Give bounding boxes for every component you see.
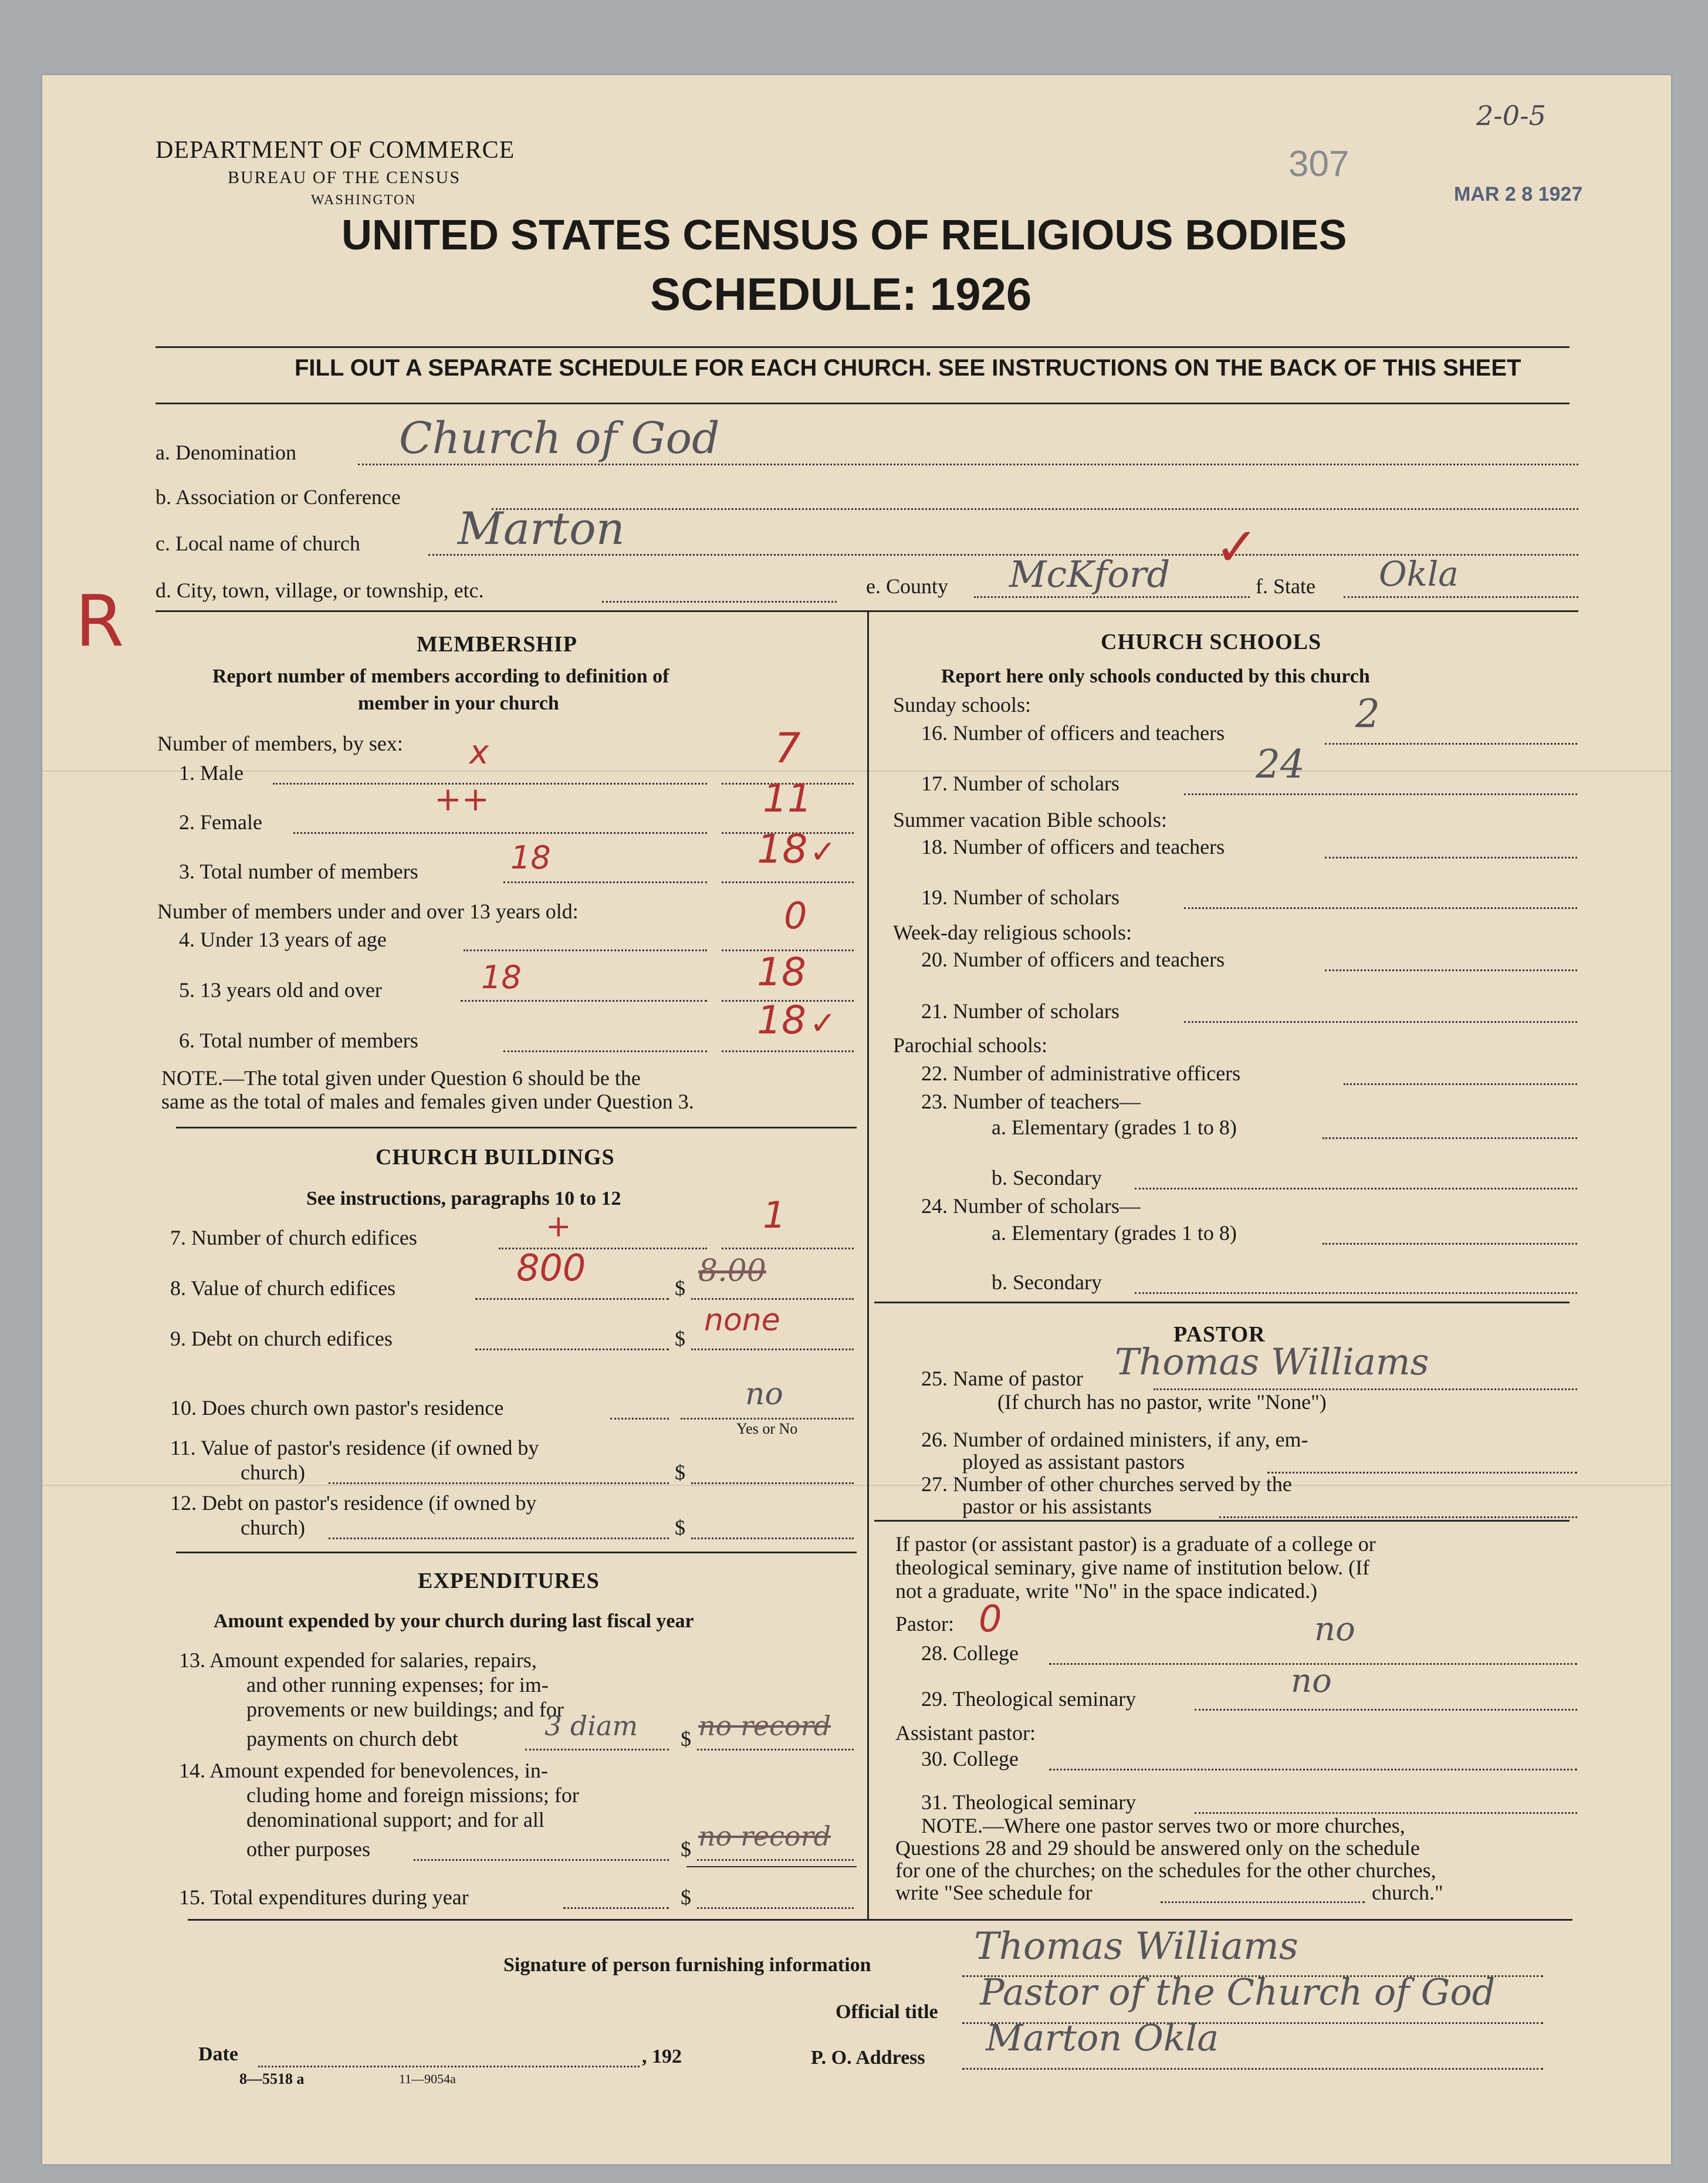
q29-label: 29. Theological seminary bbox=[921, 1687, 1137, 1711]
over-13-label: 5. 13 years old and over bbox=[179, 978, 382, 1002]
red-strike-mark: 18 bbox=[481, 959, 522, 996]
banner-top-rule bbox=[155, 346, 1570, 348]
schools-subheading: Report here only schools conducted by this church bbox=[941, 665, 1370, 687]
residence-value-line bbox=[329, 1482, 669, 1484]
pastor-note: church." bbox=[1372, 1881, 1443, 1904]
q16-value: 2 bbox=[1355, 691, 1380, 736]
dollar-sign: $ bbox=[675, 1461, 685, 1484]
pastor-mark: 0 bbox=[979, 1597, 1002, 1640]
q24a-label: a. Elementary (grades 1 to 8) bbox=[992, 1221, 1237, 1245]
pastor-note: Questions 28 and 29 should be answered only on the schedule bbox=[895, 1836, 1420, 1860]
male-line bbox=[273, 783, 707, 785]
po-address-line bbox=[962, 2068, 1543, 2070]
form-title: UNITED STATES CENSUS OF RELIGIOUS BODIES bbox=[341, 212, 1347, 259]
denomination-value: Church of God bbox=[399, 413, 720, 464]
edifices-value-line bbox=[475, 1298, 669, 1300]
male-value: 7 bbox=[774, 724, 801, 772]
total-members-6-line bbox=[503, 1050, 707, 1052]
print-number: 11—9054a bbox=[399, 2072, 456, 2086]
total-members-6-answer-line bbox=[722, 1050, 854, 1052]
q24b-label: b. Secondary bbox=[992, 1270, 1102, 1294]
fold-line bbox=[42, 771, 1671, 772]
q14-value: no record bbox=[698, 1820, 831, 1852]
red-check-mark: ✓ bbox=[810, 833, 837, 870]
q31-label: 31. Theological seminary bbox=[921, 1790, 1137, 1814]
under-13-line bbox=[464, 949, 707, 951]
q15-line bbox=[563, 1907, 669, 1909]
q25-note: (If church has no pastor, write "None") bbox=[997, 1390, 1327, 1414]
q21-line bbox=[1184, 1021, 1577, 1023]
residence-debt-answer-line bbox=[691, 1537, 854, 1539]
section-rule bbox=[874, 1302, 1570, 1303]
q24-label: 24. Number of scholars— bbox=[921, 1194, 1141, 1218]
residence-value-label: 11. Value of pastor's residence (if owned by bbox=[170, 1436, 539, 1459]
edifices-debt-line bbox=[475, 1349, 669, 1350]
official-title-label: Official title bbox=[836, 2001, 938, 2023]
q14-label: cluding home and foreign missions; for bbox=[246, 1783, 579, 1807]
q29-value: no bbox=[1291, 1662, 1332, 1700]
sunday-schools-label: Sunday schools: bbox=[893, 693, 1031, 717]
residence-value-answer-line bbox=[691, 1482, 854, 1484]
edifices-value-label: 8. Value of church edifices bbox=[170, 1276, 396, 1300]
q13-label: payments on church debt bbox=[246, 1727, 458, 1751]
q17-label: 17. Number of scholars bbox=[921, 772, 1119, 795]
banner-bottom-rule bbox=[155, 403, 1570, 404]
city-label: d. City, town, village, or township, etc. bbox=[155, 579, 484, 602]
q14-answer-line bbox=[697, 1859, 854, 1861]
section-rule bbox=[176, 1127, 857, 1128]
edifices-debt-label: 9. Debt on church edifices bbox=[170, 1327, 393, 1350]
state-label: f. State bbox=[1256, 575, 1315, 598]
female-label: 2. Female bbox=[179, 810, 262, 834]
city-name: WASHINGTON bbox=[311, 192, 417, 208]
q25-label: 25. Name of pastor bbox=[921, 1367, 1083, 1390]
local-name-label: c. Local name of church bbox=[155, 532, 360, 555]
q13-line bbox=[525, 1749, 669, 1751]
fold-line bbox=[42, 1485, 1671, 1486]
signature-value: Thomas Williams bbox=[974, 1925, 1298, 1968]
q26-label: ployed as assistant pastors bbox=[962, 1450, 1185, 1474]
q26-line bbox=[1267, 1472, 1577, 1474]
under-13-value: 0 bbox=[784, 894, 807, 937]
edifices-label: 7. Number of church edifices bbox=[170, 1226, 417, 1249]
membership-subheading: Report number of members according to definition of bbox=[212, 665, 669, 687]
assistant-pastor-label: Assistant pastor: bbox=[895, 1721, 1036, 1745]
q24b-line bbox=[1135, 1292, 1577, 1294]
pastor-note: NOTE.—Where one pastor serves two or more churches, bbox=[921, 1814, 1405, 1837]
edifices-value: 1 bbox=[763, 1194, 786, 1236]
received-date-stamp: MAR 2 8 1927 bbox=[1454, 183, 1583, 205]
residence-own-line bbox=[610, 1418, 669, 1420]
q15-label: 15. Total expenditures during year bbox=[179, 1885, 469, 1909]
q17-value: 24 bbox=[1256, 742, 1305, 787]
edifices-value-answer-line bbox=[691, 1298, 854, 1300]
q30-label: 30. College bbox=[921, 1747, 1019, 1770]
q20-label: 20. Number of officers and teachers bbox=[921, 948, 1225, 971]
dollar-sign: $ bbox=[675, 1327, 685, 1350]
margin-mark: R bbox=[75, 581, 124, 663]
q14-label: 14. Amount expended for benevolences, in- bbox=[179, 1759, 548, 1782]
edifices-value-value: 800 bbox=[516, 1246, 586, 1289]
dollar-sign: $ bbox=[681, 1727, 691, 1751]
q14-line bbox=[414, 1859, 669, 1861]
association-label: b. Association or Conference bbox=[155, 485, 401, 509]
signature-label: Signature of person furnishing information bbox=[503, 1954, 871, 1976]
q13-label: and other running expenses; for im- bbox=[246, 1673, 549, 1697]
graduate-instruction: If pastor (or assistant pastor) is a graduate of a college or bbox=[895, 1532, 1376, 1556]
dollar-sign: $ bbox=[681, 1837, 691, 1861]
pastor-heading: PASTOR bbox=[1173, 1322, 1266, 1347]
date-label: Date bbox=[198, 2043, 238, 2065]
graduate-instruction: not a graduate, write "No" in the space indicated.) bbox=[895, 1579, 1318, 1603]
total-members-6-value: 18 bbox=[757, 998, 806, 1043]
dollar-sign: $ bbox=[675, 1276, 685, 1300]
edifices-debt-value: none bbox=[704, 1303, 780, 1338]
section-rule bbox=[176, 1552, 857, 1553]
q27-label: pastor or his assistants bbox=[962, 1495, 1152, 1518]
q28-value: no bbox=[1314, 1610, 1355, 1648]
q30-line bbox=[1049, 1769, 1577, 1770]
residence-debt-label: church) bbox=[241, 1516, 305, 1539]
q28-label: 28. College bbox=[921, 1641, 1019, 1665]
q16-line bbox=[1325, 743, 1577, 745]
residence-own-answer-line bbox=[681, 1418, 854, 1420]
stamp-number: 307 bbox=[1288, 144, 1350, 184]
association-line bbox=[492, 508, 1578, 510]
buildings-subheading: See instructions, paragraphs 10 to 12 bbox=[306, 1188, 621, 1209]
denomination-label: a. Denomination bbox=[155, 441, 296, 464]
subtotal-rule bbox=[686, 1866, 857, 1867]
expenditures-subheading: Amount expended by your church during last fiscal year bbox=[214, 1610, 694, 1632]
parochial-schools-label: Parochial schools: bbox=[893, 1033, 1047, 1057]
residence-own-value: no bbox=[745, 1377, 783, 1412]
q13-note: 3 diam bbox=[544, 1710, 638, 1742]
q19-label: 19. Number of scholars bbox=[921, 886, 1119, 909]
over-13-value: 18 bbox=[757, 949, 806, 995]
total-members-label: 3. Total number of members bbox=[179, 860, 418, 883]
q29-line bbox=[1195, 1709, 1577, 1711]
q24a-line bbox=[1323, 1243, 1577, 1245]
q14-label: denominational support; and for all bbox=[246, 1808, 544, 1831]
instruction-banner: FILL OUT A SEPARATE SCHEDULE FOR EACH CHURCH. SEE INSTRUCTIONS ON THE BACK OF THIS SHEET bbox=[295, 355, 1521, 381]
schedule-title: SCHEDULE: 1926 bbox=[650, 268, 1032, 320]
residence-debt-label: 12. Debt on pastor's residence (if owned by bbox=[170, 1491, 537, 1515]
residence-debt-line bbox=[329, 1537, 669, 1539]
q13-answer-line bbox=[697, 1749, 854, 1751]
membership-note: NOTE.—The total given under Question 6 should be the bbox=[161, 1066, 641, 1090]
corner-note: 2-0-5 bbox=[1476, 100, 1546, 131]
red-strike-mark: x bbox=[469, 734, 489, 772]
county-label: e. County bbox=[866, 575, 948, 598]
age-intro-label: Number of members under and over 13 years old: bbox=[157, 900, 579, 923]
q17-line bbox=[1184, 793, 1577, 795]
section-bottom-rule bbox=[188, 1919, 1572, 1921]
state-line bbox=[1344, 596, 1578, 598]
weekday-schools-label: Week-day religious schools: bbox=[893, 921, 1132, 944]
see-schedule-line bbox=[1161, 1901, 1365, 1903]
dollar-sign: $ bbox=[675, 1516, 685, 1539]
q23b-line bbox=[1135, 1188, 1577, 1190]
form-number: 8—5518 a bbox=[239, 2070, 305, 2087]
q21-label: 21. Number of scholars bbox=[921, 999, 1119, 1023]
under-13-label: 4. Under 13 years of age bbox=[179, 928, 387, 951]
q18-label: 18. Number of officers and teachers bbox=[921, 835, 1225, 859]
q23b-label: b. Secondary bbox=[992, 1166, 1102, 1190]
q22-line bbox=[1344, 1083, 1577, 1085]
graduate-instruction: theological seminary, give name of institution below. (If bbox=[895, 1556, 1370, 1579]
state-value: Okla bbox=[1379, 554, 1459, 594]
q23-label: 23. Number of teachers— bbox=[921, 1090, 1141, 1113]
female-line bbox=[293, 832, 707, 834]
summer-schools-label: Summer vacation Bible schools: bbox=[893, 808, 1167, 832]
department-name: DEPARTMENT OF COMMERCE bbox=[155, 137, 515, 164]
pastor-note: write "See schedule for bbox=[895, 1881, 1093, 1904]
q27-label: 27. Number of other churches served by the bbox=[921, 1472, 1292, 1496]
female-value: 11 bbox=[763, 776, 812, 821]
q20-line bbox=[1325, 969, 1577, 971]
membership-subheading: member in your church bbox=[358, 692, 559, 714]
q13-label: provements or new buildings; and for bbox=[246, 1698, 564, 1721]
male-label: 1. Male bbox=[179, 761, 243, 785]
yes-no-hint: Yes or No bbox=[736, 1420, 798, 1437]
dollar-sign: $ bbox=[681, 1885, 691, 1909]
official-title-value: Pastor of the Church of God bbox=[980, 1971, 1496, 2013]
membership-heading: MEMBERSHIP bbox=[417, 632, 577, 657]
total-members-answer-line bbox=[722, 881, 854, 883]
date-line bbox=[258, 2066, 640, 2067]
county-value: McKford bbox=[1009, 553, 1171, 596]
residence-own-label: 10. Does church own pastor's residence bbox=[170, 1396, 504, 1420]
section-rule bbox=[874, 1520, 1570, 1522]
by-sex-label: Number of members, by sex: bbox=[157, 732, 403, 755]
county-line bbox=[974, 596, 1250, 598]
denomination-line bbox=[358, 464, 1578, 465]
red-strike-mark: ++ bbox=[434, 780, 489, 819]
q22-label: 22. Number of administrative officers bbox=[921, 1062, 1241, 1085]
q13-value: no record bbox=[698, 1710, 831, 1742]
edifices-answer-line bbox=[722, 1248, 854, 1249]
bureau-name: BUREAU OF THE CENSUS bbox=[228, 168, 461, 187]
city-line bbox=[602, 601, 837, 603]
local-name-value: Marton bbox=[458, 502, 625, 555]
date-year: , 192 bbox=[642, 2046, 682, 2067]
expenditures-heading: EXPENDITURES bbox=[418, 1569, 600, 1593]
total-members-line bbox=[503, 881, 707, 883]
q19-line bbox=[1184, 907, 1577, 909]
q23a-label: a. Elementary (grades 1 to 8) bbox=[992, 1116, 1237, 1139]
total-members-6-label: 6. Total number of members bbox=[179, 1029, 418, 1052]
membership-note: same as the total of males and females given under Question 3. bbox=[161, 1090, 694, 1113]
q13-label: 13. Amount expended for salaries, repairs, bbox=[179, 1648, 537, 1672]
red-check-mark: ✓ bbox=[1215, 516, 1259, 578]
schools-heading: CHURCH SCHOOLS bbox=[1101, 630, 1322, 654]
red-strike-mark: + bbox=[546, 1209, 571, 1244]
total-members-value: 18 bbox=[757, 826, 808, 873]
q27-line bbox=[1219, 1516, 1577, 1518]
po-address-label: P. O. Address bbox=[811, 2047, 925, 2069]
q15-answer-line bbox=[697, 1907, 854, 1909]
q14-label: other purposes bbox=[246, 1837, 370, 1861]
red-check-mark: ✓ bbox=[810, 1005, 837, 1042]
po-address-value: Marton Okla bbox=[986, 2016, 1219, 2059]
residence-value-label: church) bbox=[241, 1461, 305, 1484]
pastor-note: for one of the churches; on the schedules for the other churches, bbox=[895, 1858, 1436, 1882]
q16-label: 16. Number of officers and teachers bbox=[921, 721, 1225, 745]
edifices-debt-answer-line bbox=[691, 1349, 854, 1350]
q23a-line bbox=[1323, 1137, 1577, 1139]
pastor-label: Pastor: bbox=[895, 1612, 955, 1635]
column-divider bbox=[867, 610, 869, 1919]
red-strike-mark: 18 bbox=[510, 839, 551, 876]
over-13-line bbox=[461, 1000, 707, 1002]
buildings-heading: CHURCH BUILDINGS bbox=[376, 1145, 615, 1170]
q25-value: Thomas Williams bbox=[1115, 1340, 1429, 1383]
q26-label: 26. Number of ordained ministers, if any, em- bbox=[921, 1428, 1308, 1451]
q18-line bbox=[1325, 857, 1577, 859]
struck-value: 8.00 bbox=[698, 1253, 766, 1289]
